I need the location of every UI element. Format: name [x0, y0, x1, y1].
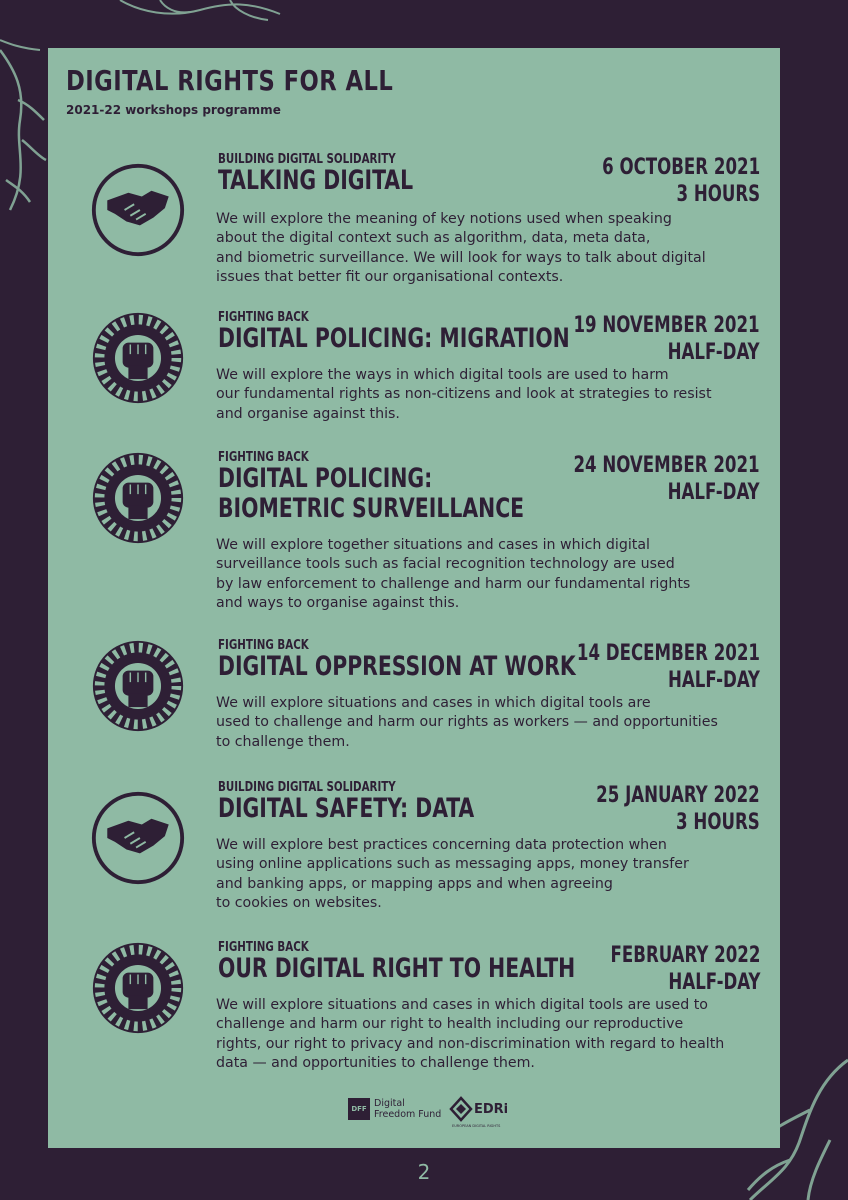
workshop-date [596, 782, 760, 836]
workshop-category: FIGHTING BACK [218, 310, 309, 325]
workshop-date [610, 942, 760, 996]
workshop-title: OUR DIGITAL RIGHT TO HEALTH [218, 953, 576, 984]
workshop-description: We will explore situations and cases in which digital tools are used to challenge and harm our rights as workers — and opportunities to challenge them. [216, 695, 718, 750]
workshop-date [602, 154, 760, 208]
page-number: 2 [417, 1160, 431, 1184]
workshop-duration: 3 HOURS [676, 182, 760, 207]
workshop-date-text: FEBRUARY 2022 [610, 943, 760, 968]
workshop-description: We will explore the meaning of key notions used when speaking about the digital context such as algorithm, data, meta data, and biometric surveillance. We will look for ways to talk about digital issues that better fit our organisational contexts. [216, 211, 706, 286]
raised-fist-icon [90, 450, 186, 546]
workshop-duration: HALF-DAY [667, 480, 760, 505]
workshop-date [574, 312, 760, 366]
workshop-description: We will explore together situations and cases in which digital surveillance tools such as facial recognition technology are used by law enforcement to challenge and harm our fundamental rights and ways to organise against this. [216, 537, 691, 612]
raised-fist-icon [90, 310, 186, 406]
workshop-description: We will explore situations and cases in which digital tools are used to challenge and harm our right to health including our reproductive rights, our right to privacy and non-discrimination with regard to health data — and opportunities to challenge them. [216, 997, 725, 1072]
raised-fist-icon [90, 940, 186, 1036]
dff-logo-icon: DFF [348, 1098, 370, 1120]
workshop-category: FIGHTING BACK [218, 940, 309, 955]
workshop-title: DIGITAL POLICING: BIOMETRIC SURVEILLANCE [218, 463, 525, 524]
workshop-duration: 3 HOURS [676, 810, 760, 835]
workshop-date-text: 6 OCTOBER 2021 [601, 155, 760, 180]
programme-panel [48, 48, 780, 1148]
raised-fist-icon [90, 638, 186, 734]
workshop-category: BUILDING DIGITAL SOLIDARITY [218, 780, 396, 795]
edri-logo-text: EDRi [474, 1102, 509, 1117]
workshop-category: FIGHTING BACK [218, 638, 309, 653]
workshop-date [574, 452, 760, 506]
workshop-title: DIGITAL POLICING: MIGRATION [218, 323, 570, 354]
workshop-category: FIGHTING BACK [218, 450, 309, 465]
workshop-description: We will explore the ways in which digital tools are used to harm our fundamental rights as non-citizens and look at strategies to resist and organise against this. [216, 367, 712, 422]
workshop-duration: HALF-DAY [667, 340, 760, 365]
edri-logo-icon [448, 1096, 474, 1122]
handshake-icon [90, 162, 186, 258]
workshop-duration: HALF-DAY [667, 668, 760, 693]
workshop-title: TALKING DIGITAL [218, 165, 414, 196]
workshop-date [577, 640, 760, 694]
workshop-date-text: 24 NOVEMBER 2021 [573, 453, 760, 478]
edri-tagline: EUROPEAN DIGITAL RIGHTS [452, 1124, 501, 1128]
decorative-vine-left-icon [0, 30, 48, 230]
workshop-date-text: 14 DECEMBER 2021 [576, 641, 760, 666]
page-subtitle: 2021-22 workshops programme [66, 103, 281, 117]
workshop-title: DIGITAL OPPRESSION AT WORK [218, 651, 576, 682]
dff-logo-text: Digital Freedom Fund [374, 1098, 442, 1120]
workshop-duration: HALF-DAY [667, 970, 760, 995]
workshop-date-text: 25 JANUARY 2022 [596, 783, 760, 808]
workshop-category: BUILDING DIGITAL SOLIDARITY [218, 152, 396, 167]
page-title: DIGITAL RIGHTS FOR ALL [66, 64, 394, 97]
workshop-description: We will explore best practices concerning data protection when using online applications such as messaging apps, money transfer and banking apps, or mapping apps and when agreeing to cookies on websites. [216, 837, 689, 912]
handshake-icon [90, 790, 186, 886]
workshop-date-text: 19 NOVEMBER 2021 [573, 313, 760, 338]
workshop-title: DIGITAL SAFETY: DATA [218, 793, 475, 824]
